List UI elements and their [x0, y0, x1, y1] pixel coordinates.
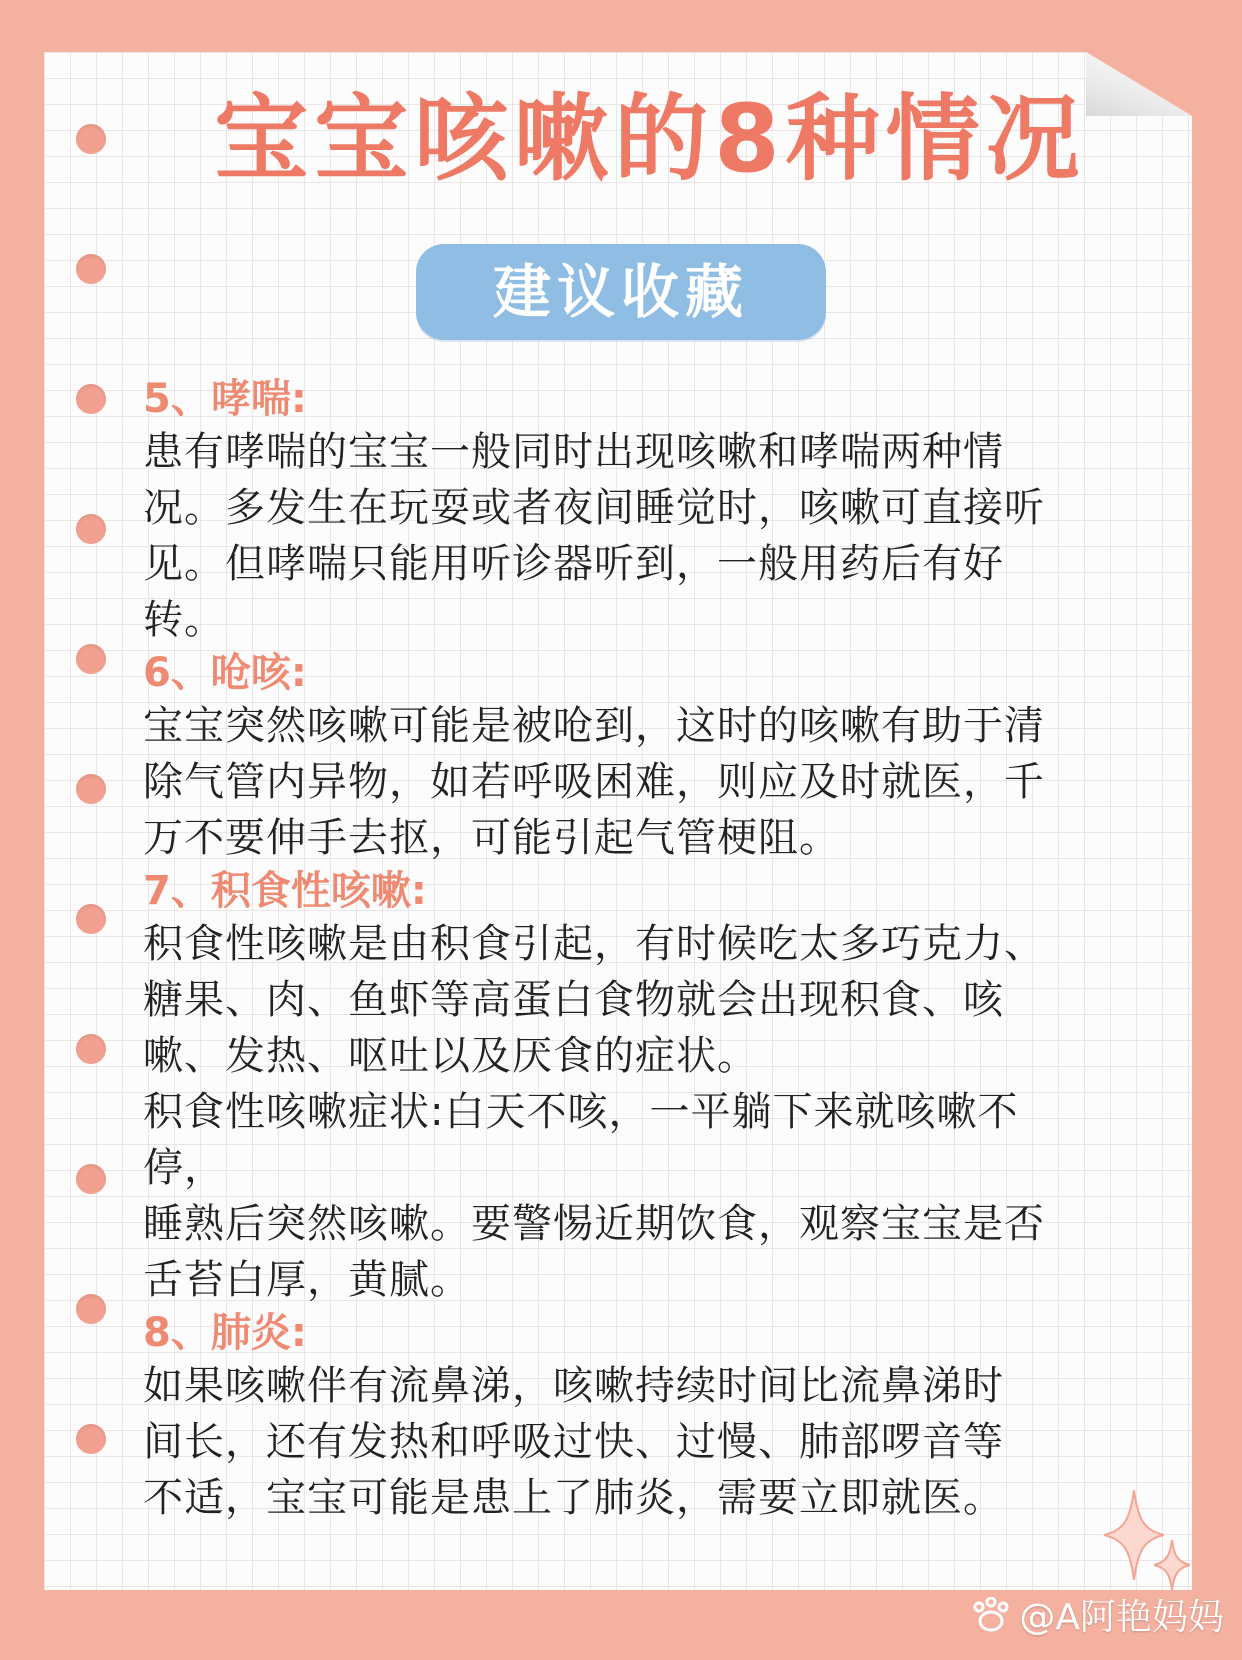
body-line: 睡熟后突然咳嗽。要警惕近期饮食，观察宝宝是否 — [143, 1201, 1045, 1247]
content-area — [143, 374, 1173, 1526]
binder-hole — [76, 774, 106, 804]
body-line: 转。 — [143, 597, 225, 643]
binder-hole — [76, 1164, 106, 1194]
watermark — [971, 1589, 1224, 1640]
section-heading: 6、呛咳: — [143, 650, 307, 696]
body-line: 万不要伸手去抠，可能引起气管梗阻。 — [143, 815, 840, 861]
section-body — [143, 698, 1173, 866]
body-line: 如果咳嗽伴有流鼻涕，咳嗽持续时间比流鼻涕时 — [143, 1363, 1004, 1409]
binder-hole — [76, 1034, 106, 1064]
section-indigestion-cough — [143, 866, 1173, 1308]
body-line: 间长，还有发热和呼吸过快、过慢、肺部啰音等 — [143, 1419, 1004, 1465]
body-line: 积食性咳嗽是由积食引起，有时候吃太多巧克力、 — [143, 921, 1045, 967]
bookmark-badge: 建议收藏 — [416, 244, 826, 340]
binder-hole — [76, 514, 106, 544]
body-line: 停， — [143, 1145, 225, 1191]
binder-hole — [76, 644, 106, 674]
watermark-text: @A阿艳妈妈 — [1019, 1597, 1224, 1638]
body-line: 不适，宝宝可能是患上了肺炎，需要立即就医。 — [143, 1475, 1004, 1521]
section-heading: 7、积食性咳嗽: — [143, 868, 427, 914]
binder-hole — [76, 1294, 106, 1324]
body-line: 除气管内异物，如若呼吸困难，则应及时就医，千 — [143, 759, 1045, 805]
body-line: 积食性咳嗽症状:白天不咳，一平躺下来就咳嗽不 — [143, 1089, 1019, 1135]
binder-hole — [76, 254, 106, 284]
body-line: 舌苔白厚，黄腻。 — [143, 1257, 471, 1303]
section-asthma — [143, 374, 1173, 648]
section-choking-cough — [143, 648, 1173, 866]
paw-logo-icon — [971, 1597, 1011, 1633]
body-line: 患有哮喘的宝宝一般同时出现咳嗽和哮喘两种情 — [143, 429, 1004, 475]
small-sparkle-icon — [1154, 1540, 1190, 1590]
binder-hole — [76, 904, 106, 934]
body-line: 嗽、发热、呕吐以及厌食的症状。 — [143, 1033, 758, 1079]
section-body — [143, 424, 1173, 648]
section-body — [143, 916, 1173, 1308]
body-line: 见。但哮喘只能用听诊器听到，一般用药后有好 — [143, 541, 1004, 587]
binder-hole — [76, 384, 106, 414]
binder-hole — [76, 1424, 106, 1454]
binder-hole — [76, 124, 106, 154]
body-line: 况。多发生在玩耍或者夜间睡觉时，咳嗽可直接听 — [143, 485, 1045, 531]
section-body — [143, 1358, 1173, 1526]
body-line: 宝宝突然咳嗽可能是被呛到，这时的咳嗽有助于清 — [143, 703, 1045, 749]
section-pneumonia — [143, 1308, 1173, 1526]
body-line: 糖果、肉、鱼虾等高蛋白食物就会出现积食、咳 — [143, 977, 1004, 1023]
page-title: 宝宝咳嗽的8种情况 — [214, 85, 1086, 194]
section-heading: 5、哮喘: — [143, 376, 307, 422]
section-heading: 8、肺炎: — [143, 1310, 307, 1356]
